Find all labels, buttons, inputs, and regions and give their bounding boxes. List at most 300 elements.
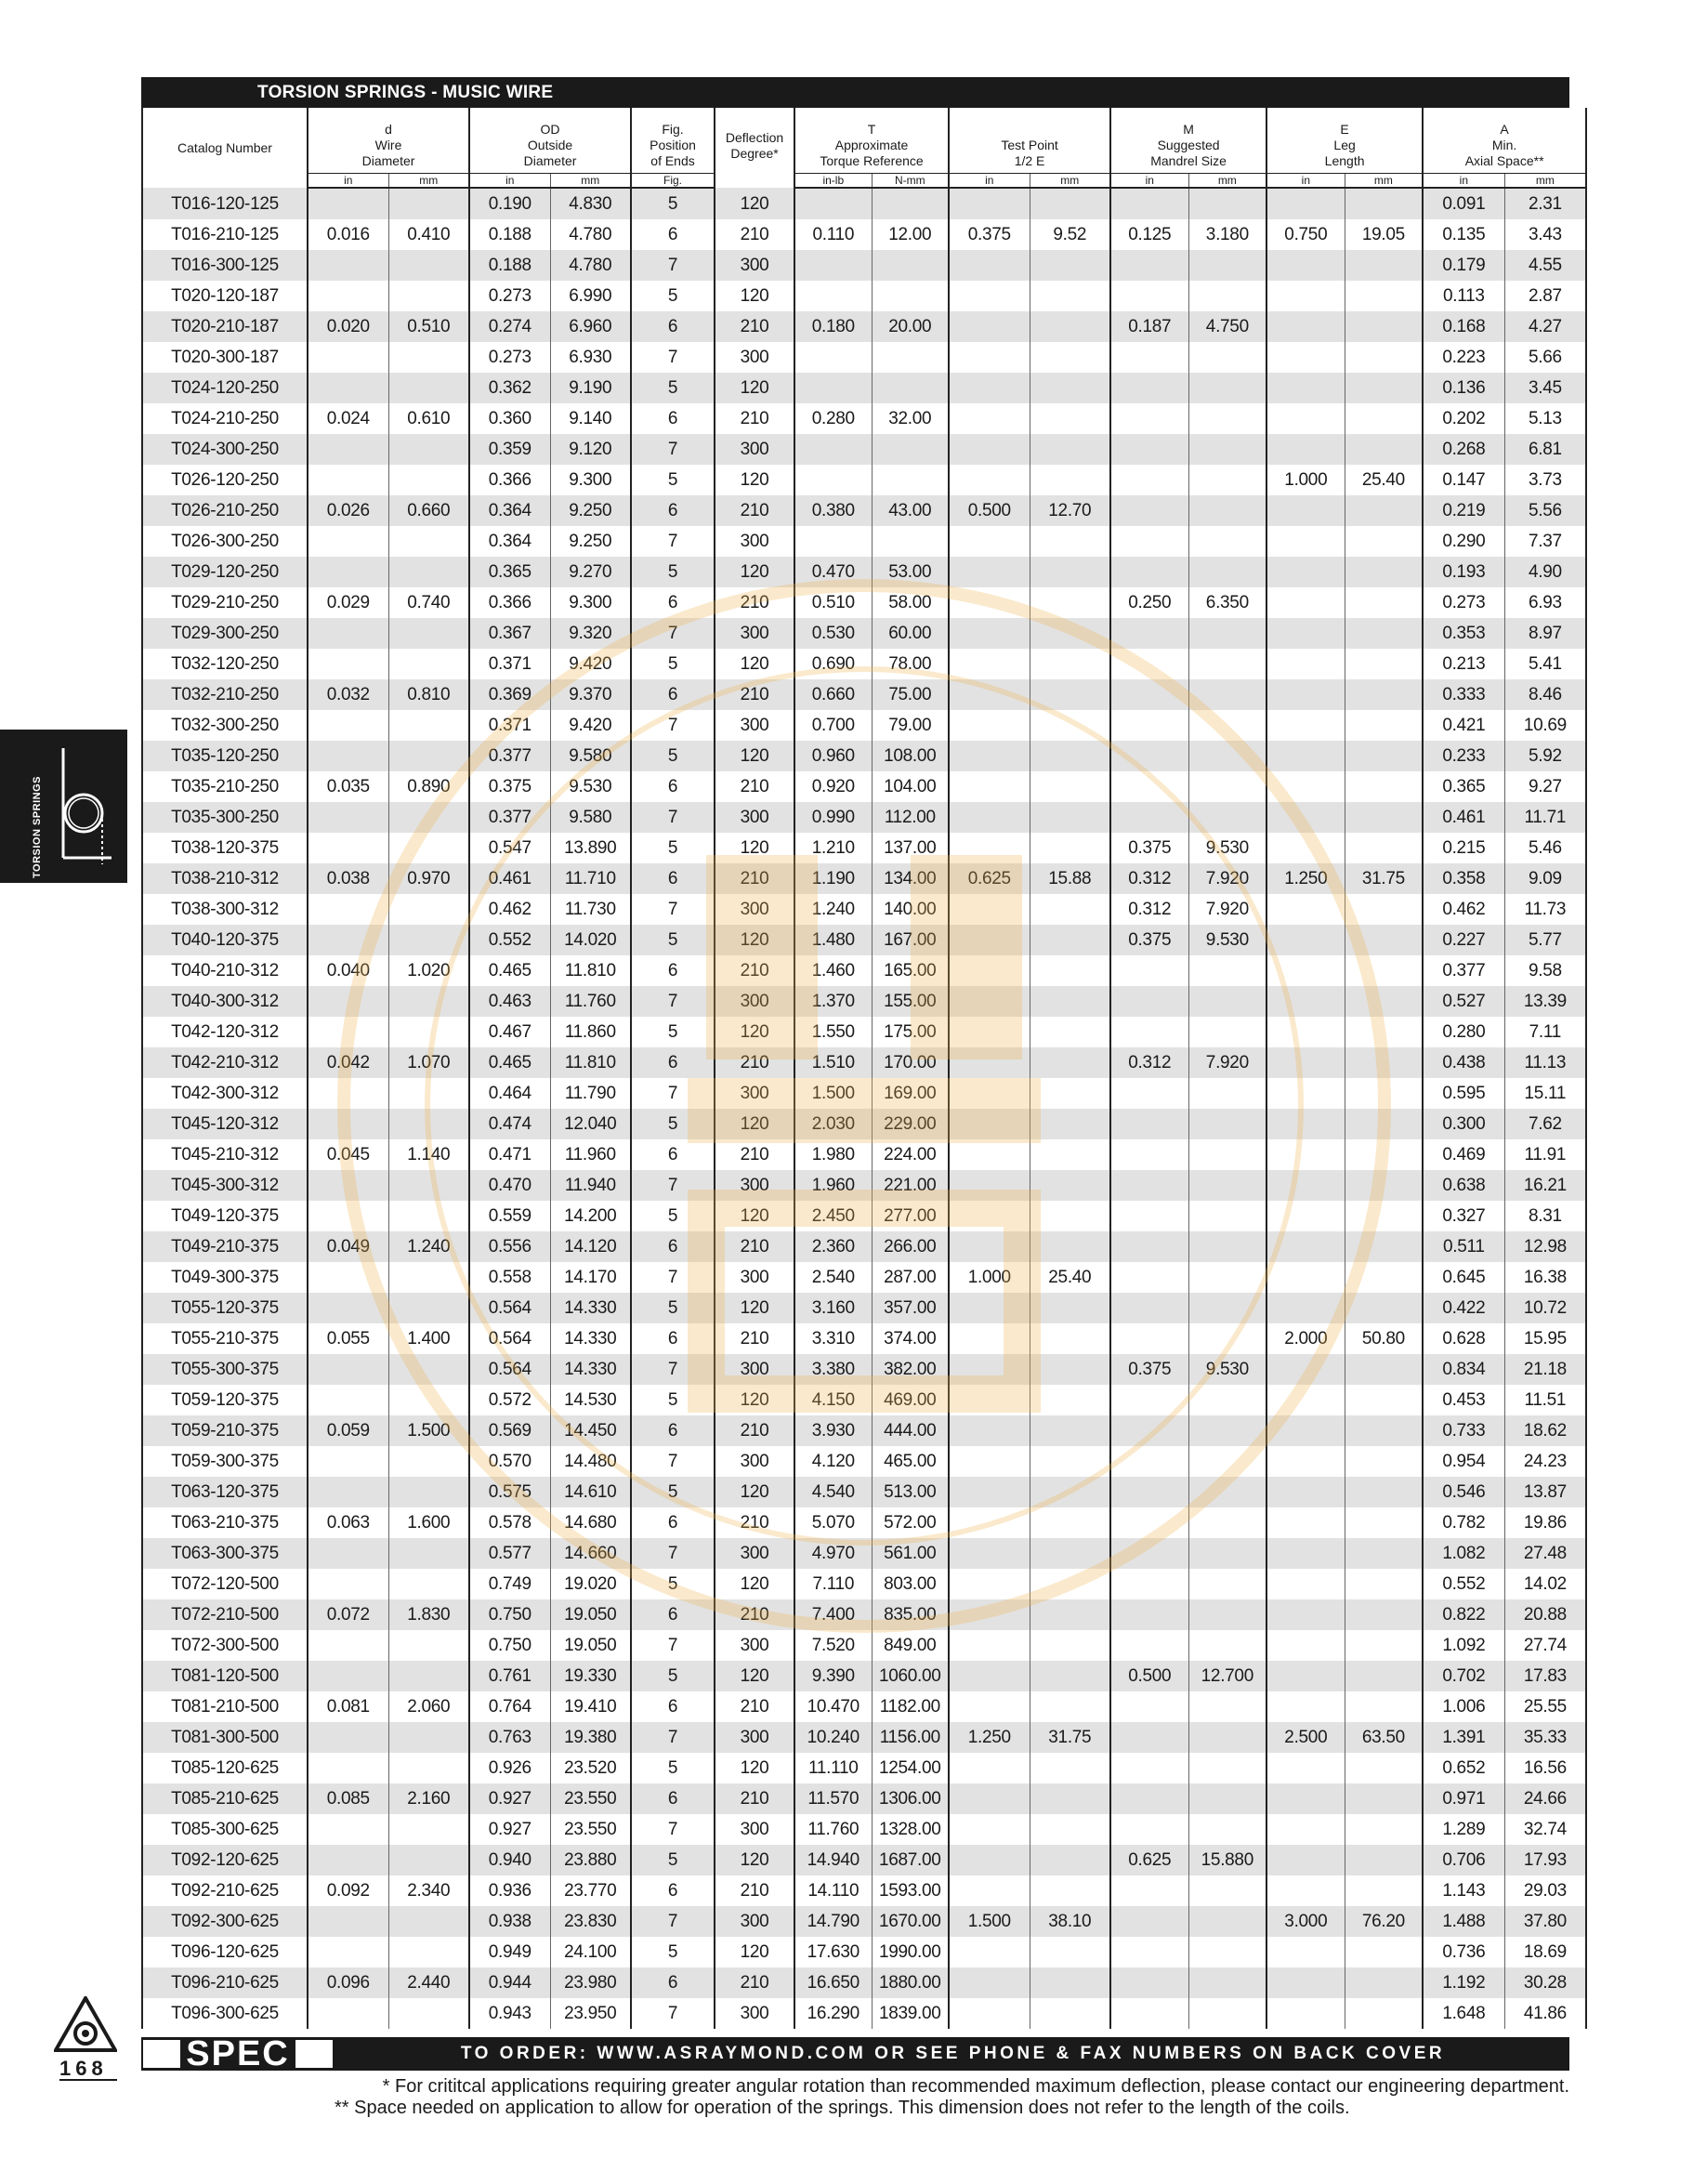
table-cell [1266,833,1345,863]
catalog-number-cell: T024-210-250 [142,403,308,434]
table-cell: 50.80 [1345,1323,1423,1354]
table-cell: 7 [631,986,715,1017]
table-cell [1345,1998,1423,2029]
table-cell [1345,1170,1423,1201]
table-cell [1110,403,1188,434]
table-cell: 0.377 [469,741,550,771]
table-row [142,219,1586,250]
catalog-number-cell: T081-120-500 [142,1661,308,1691]
table-cell [1188,1783,1266,1814]
table-cell: 1.500 [794,1078,872,1109]
table-cell: 1.240 [794,894,872,925]
table-cell [1030,1415,1110,1446]
header-mandrel: M Suggested Mandrel Size [1110,108,1266,174]
table-cell [1110,1293,1188,1323]
table-cell: 27.74 [1504,1630,1586,1661]
table-cell: 300 [715,342,794,373]
table-cell: 24.100 [550,1937,631,1967]
table-cell [1030,1630,1110,1661]
table-cell [949,373,1030,403]
table-cell: 0.638 [1423,1170,1504,1201]
table-cell: 210 [715,495,794,526]
table-cell: 12.00 [872,219,949,250]
header-leg-length: E Leg Length [1266,108,1423,174]
table-cell: 9.140 [550,403,631,434]
table-cell: 2.87 [1504,281,1586,311]
table-cell [949,1139,1030,1170]
table-cell: 0.610 [388,403,469,434]
table-cell: 849.00 [872,1630,949,1661]
table-cell [388,618,469,649]
table-cell: 0.949 [469,1937,550,1967]
table-cell: 7 [631,618,715,649]
table-cell [1110,1722,1188,1753]
catalog-number-cell: T035-120-250 [142,741,308,771]
table-cell [1030,802,1110,833]
table-cell: 79.00 [872,710,949,741]
table-cell [308,894,388,925]
table-cell: 9.190 [550,373,631,403]
table-cell: 572.00 [872,1507,949,1538]
table-cell: 8.97 [1504,618,1586,649]
table-cell: 14.610 [550,1477,631,1507]
table-cell: 0.927 [469,1814,550,1845]
table-cell [1266,1017,1345,1047]
table-cell: 120 [715,741,794,771]
table-cell: 6 [631,1691,715,1722]
catalog-number-cell: T045-300-312 [142,1170,308,1201]
table-cell: 300 [715,710,794,741]
table-cell [308,1262,388,1293]
table-cell: 5 [631,1661,715,1691]
table-cell: 6.93 [1504,587,1586,618]
torsion-spring-icon [56,748,121,864]
table-cell: 0.219 [1423,495,1504,526]
table-cell [1030,1170,1110,1201]
table-cell: 9.530 [1188,925,1266,955]
table-cell: 1.370 [794,986,872,1017]
table-cell [1266,495,1345,526]
catalog-number-cell: T038-300-312 [142,894,308,925]
table-cell [1345,403,1423,434]
table-cell [308,342,388,373]
table-cell: 17.630 [794,1937,872,1967]
table-cell: 0.927 [469,1783,550,1814]
table-cell: 9.52 [1030,219,1110,250]
table-cell: 6 [631,1875,715,1906]
catalog-number-cell: T040-120-375 [142,925,308,955]
table-cell: 17.93 [1504,1845,1586,1875]
table-row [142,833,1586,863]
table-cell [1266,1385,1345,1415]
table-cell: 0.113 [1423,281,1504,311]
table-cell: 9.530 [550,771,631,802]
table-cell: 0.764 [469,1691,550,1722]
table-cell [949,1170,1030,1201]
table-cell: 300 [715,1354,794,1385]
table-cell [1345,1845,1423,1875]
table-cell: 10.69 [1504,710,1586,741]
table-cell [949,1078,1030,1109]
table-cell: 0.367 [469,618,550,649]
table-cell: 0.474 [469,1109,550,1139]
table-cell: 6.350 [1188,587,1266,618]
table-cell: 15.88 [1030,863,1110,894]
table-cell [1345,1047,1423,1078]
table-cell: 1.143 [1423,1875,1504,1906]
table-cell [1110,1078,1188,1109]
catalog-number-cell: T092-120-625 [142,1845,308,1875]
table-cell [1110,802,1188,833]
table-cell [1266,1783,1345,1814]
table-row [142,250,1586,281]
table-cell [388,1078,469,1109]
table-cell [1345,1630,1423,1661]
table-cell [1188,250,1266,281]
table-cell [308,618,388,649]
table-cell [1030,1385,1110,1415]
table-cell [1345,649,1423,679]
unit-cell: mm [550,174,631,189]
table-cell [794,526,872,557]
table-cell: 0.366 [469,587,550,618]
table-cell [1030,1599,1110,1630]
catalog-number-cell: T081-210-500 [142,1691,308,1722]
table-cell: 0.179 [1423,250,1504,281]
table-cell [1030,465,1110,495]
table-cell: 6 [631,1967,715,1998]
table-cell: 0.274 [469,311,550,342]
table-cell [1266,1875,1345,1906]
table-cell [1188,1446,1266,1477]
table-cell [1110,618,1188,649]
catalog-number-cell: T059-120-375 [142,1385,308,1415]
table-cell: 3.180 [1188,219,1266,250]
table-cell: 0.736 [1423,1937,1504,1967]
table-cell: 167.00 [872,925,949,955]
table-cell [949,1875,1030,1906]
table-row [142,557,1586,587]
table-cell: 7 [631,1906,715,1937]
table-cell [794,373,872,403]
table-cell: 6 [631,1507,715,1538]
table-cell: 7 [631,802,715,833]
table-cell [308,1293,388,1323]
table-cell [1110,1753,1188,1783]
table-cell: 0.926 [469,1753,550,1783]
table-cell [1030,1875,1110,1906]
table-row [142,1753,1586,1783]
table-cell: 0.510 [794,587,872,618]
table-cell: 0.188 [469,250,550,281]
table-cell: 41.86 [1504,1998,1586,2029]
table-cell [949,526,1030,557]
table-cell: 0.761 [469,1661,550,1691]
table-cell [1030,1201,1110,1231]
table-cell [949,1753,1030,1783]
table-cell [308,1385,388,1415]
table-cell [1266,1814,1345,1845]
table-cell [1188,1691,1266,1722]
table-cell: 2.440 [388,1967,469,1998]
table-cell [1110,1875,1188,1906]
table-cell: 38.10 [1030,1906,1110,1937]
catalog-number-cell: T063-210-375 [142,1507,308,1538]
table-cell [1345,986,1423,1017]
table-cell: 7 [631,526,715,557]
table-cell: 23.770 [550,1875,631,1906]
table-cell: 175.00 [872,1017,949,1047]
table-cell: 0.375 [949,219,1030,250]
table-cell: 58.00 [872,587,949,618]
table-cell: 6 [631,311,715,342]
table-cell: 210 [715,219,794,250]
spec-table-container [141,77,1569,2029]
table-cell: 1880.00 [872,1967,949,1998]
table-cell: 7.920 [1188,1047,1266,1078]
table-cell [1345,1691,1423,1722]
table-cell: 11.810 [550,955,631,986]
table-cell [949,557,1030,587]
table-cell [1188,373,1266,403]
table-row [142,1415,1586,1446]
table-cell: 0.740 [388,587,469,618]
table-cell [1345,342,1423,373]
table-cell: 0.110 [794,219,872,250]
table-cell [1266,1078,1345,1109]
table-cell: 14.110 [794,1875,872,1906]
table-cell [1345,1783,1423,1814]
table-cell [388,1385,469,1415]
table-cell: 0.960 [794,741,872,771]
table-cell: 1990.00 [872,1937,949,1967]
table-cell: 9.250 [550,526,631,557]
table-cell: 5 [631,281,715,311]
table-cell: 20.88 [1504,1599,1586,1630]
table-cell [308,281,388,311]
table-cell [1188,741,1266,771]
table-cell: 0.364 [469,526,550,557]
table-cell [1345,1875,1423,1906]
table-cell: 0.268 [1423,434,1504,465]
table-cell: 120 [715,281,794,311]
catalog-number-cell: T081-300-500 [142,1722,308,1753]
table-cell: 17.83 [1504,1661,1586,1691]
table-cell: 11.51 [1504,1385,1586,1415]
table-cell [388,1538,469,1569]
table-row [142,618,1586,649]
table-cell [308,1998,388,2029]
table-cell [388,281,469,311]
table-cell: 0.365 [1423,771,1504,802]
table-cell [1266,649,1345,679]
catalog-number-cell: T026-300-250 [142,526,308,557]
table-cell [308,1569,388,1599]
table-cell: 0.135 [1423,219,1504,250]
table-cell: 0.020 [308,311,388,342]
table-cell: 0.564 [469,1323,550,1354]
table-cell: 1.400 [388,1323,469,1354]
table-cell: 3.930 [794,1415,872,1446]
table-cell [1345,557,1423,587]
table-row [142,1630,1586,1661]
table-cell: 9.09 [1504,863,1586,894]
table-cell [1030,618,1110,649]
table-cell [308,1845,388,1875]
table-cell: 1.460 [794,955,872,986]
table-cell [1110,373,1188,403]
table-cell: 0.470 [469,1170,550,1201]
table-cell: 0.564 [469,1293,550,1323]
table-cell [1110,1385,1188,1415]
table-cell: 1.980 [794,1139,872,1170]
table-cell: 0.063 [308,1507,388,1538]
table-cell: 1.480 [794,925,872,955]
table-cell [1188,1385,1266,1415]
table-cell: 5 [631,1385,715,1415]
table-cell: 210 [715,1507,794,1538]
table-cell: 210 [715,311,794,342]
table-cell [1188,986,1266,1017]
table-cell [1345,250,1423,281]
table-cell [1266,557,1345,587]
table-cell: 266.00 [872,1231,949,1262]
catalog-number-cell: T042-120-312 [142,1017,308,1047]
table-cell [1110,1691,1188,1722]
table-cell: 11.810 [550,1047,631,1078]
table-cell: 0.360 [469,403,550,434]
table-row [142,1323,1586,1354]
table-cell: 357.00 [872,1293,949,1323]
table-cell [388,802,469,833]
table-cell [388,1753,469,1783]
table-cell: 0.085 [308,1783,388,1814]
table-cell [1188,342,1266,373]
table-cell [308,1354,388,1385]
table-cell: 382.00 [872,1354,949,1385]
header-fig-position: Fig. Position of Ends [631,108,715,174]
table-cell [308,1078,388,1109]
table-cell: 137.00 [872,833,949,863]
table-cell [949,1845,1030,1875]
table-cell: 0.546 [1423,1477,1504,1507]
table-cell: 9.420 [550,710,631,741]
table-cell: 0.040 [308,955,388,986]
table-cell [308,1661,388,1691]
table-cell [1110,1139,1188,1170]
table-cell: 0.377 [1423,955,1504,986]
table-row [142,1354,1586,1385]
table-row [142,1875,1586,1906]
table-cell: 300 [715,1078,794,1109]
table-cell: 14.660 [550,1538,631,1569]
catalog-number-cell: T059-300-375 [142,1446,308,1477]
table-row [142,1783,1586,1814]
table-cell [1030,1017,1110,1047]
table-cell: 23.880 [550,1845,631,1875]
table-row [142,894,1586,925]
table-cell: 11.710 [550,863,631,894]
catalog-number-cell: T035-210-250 [142,771,308,802]
table-cell [308,1630,388,1661]
table-cell: 18.62 [1504,1415,1586,1446]
table-cell: 14.200 [550,1201,631,1231]
table-cell [949,1569,1030,1599]
table-cell: 7 [631,894,715,925]
table-cell: 16.21 [1504,1170,1586,1201]
table-cell: 0.645 [1423,1262,1504,1293]
table-cell [388,373,469,403]
table-cell: 0.213 [1423,649,1504,679]
table-cell [1345,281,1423,311]
table-cell: 0.575 [469,1477,550,1507]
table-cell: 6 [631,403,715,434]
catalog-number-cell: T072-210-500 [142,1599,308,1630]
table-cell [1266,1569,1345,1599]
table-cell: 7 [631,1722,715,1753]
table-cell [388,741,469,771]
table-cell: 29.03 [1504,1875,1586,1906]
table-cell: 0.032 [308,679,388,710]
table-cell: 120 [715,557,794,587]
table-cell: 0.569 [469,1415,550,1446]
table-cell: 0.464 [469,1078,550,1109]
table-cell: 2.340 [388,1875,469,1906]
table-cell: 4.55 [1504,250,1586,281]
header-wire-diameter: d Wire Diameter [308,108,469,174]
table-cell: 20.00 [872,311,949,342]
table-cell [1345,618,1423,649]
table-cell [1188,1017,1266,1047]
table-cell [308,1017,388,1047]
table-cell: 0.190 [469,188,550,219]
table-cell [1188,955,1266,986]
table-cell: 19.020 [550,1569,631,1599]
table-cell [1030,1507,1110,1538]
catalog-number-cell: T092-300-625 [142,1906,308,1937]
table-cell: 1328.00 [872,1814,949,1845]
table-cell: 1060.00 [872,1661,949,1691]
table-cell: 5 [631,1937,715,1967]
table-cell [1188,1201,1266,1231]
table-cell: 2.160 [388,1783,469,1814]
table-cell [1266,1415,1345,1446]
table-cell: 31.75 [1030,1722,1110,1753]
table-cell: 37.80 [1504,1906,1586,1937]
table-cell [308,250,388,281]
catalog-number-cell: T085-300-625 [142,1814,308,1845]
table-cell: 53.00 [872,557,949,587]
table-cell: 1.092 [1423,1630,1504,1661]
table-row [142,1937,1586,1967]
table-cell: 835.00 [872,1599,949,1630]
table-cell [1345,1293,1423,1323]
table-cell: 43.00 [872,495,949,526]
table-cell [1188,1078,1266,1109]
table-cell [388,1722,469,1753]
table-cell: 0.312 [1110,1047,1188,1078]
table-cell [1030,250,1110,281]
table-row [142,925,1586,955]
table-cell: 0.147 [1423,465,1504,495]
table-cell [1188,557,1266,587]
catalog-number-cell: T038-210-312 [142,863,308,894]
table-cell [1345,1385,1423,1415]
table-row [142,373,1586,403]
table-cell: 1.391 [1423,1722,1504,1753]
table-cell: 120 [715,1569,794,1599]
table-cell: 23.550 [550,1814,631,1845]
